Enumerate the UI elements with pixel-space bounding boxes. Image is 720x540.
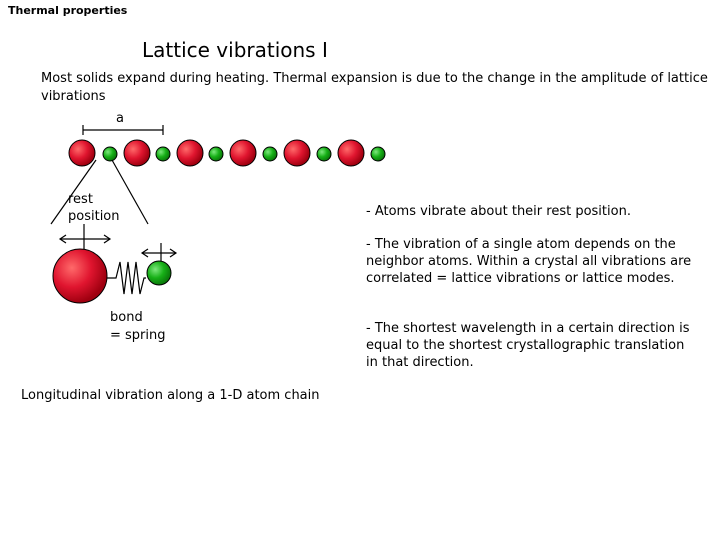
lattice-parameter-label: a — [116, 111, 124, 126]
small-atom — [103, 147, 117, 161]
spring-bond — [107, 262, 146, 294]
lattice-parameter-bracket — [83, 125, 163, 135]
small-atom — [317, 147, 331, 161]
small-atom — [156, 147, 170, 161]
atom-chain — [69, 140, 385, 166]
small-atom-vibration-arrow — [142, 243, 176, 263]
slide-title: Lattice vibrations I — [142, 38, 328, 62]
small-atom — [371, 147, 385, 161]
rest-position-label: rest position — [68, 192, 120, 224]
bond-spring-label: bond = spring — [110, 310, 166, 343]
large-atom — [69, 140, 95, 166]
large-atom — [284, 140, 310, 166]
bullet-shortest-wavelength: - The shortest wavelength in a certain direction is equal to the shortest crystallographic translation in that direction. — [366, 321, 690, 370]
large-atom — [338, 140, 364, 166]
bullet-correlated-vibrations: - The vibration of a single atom depends on the neighbor atoms. Within a crystal all vibrations are correlated = lattice vibrations or lattice modes. — [366, 237, 692, 286]
intro-text: Most solids expand during heating. Thermal expansion is due to the change in the amplitude of lattice vibrations — [41, 71, 708, 104]
section-label: Thermal properties — [8, 4, 128, 17]
large-atom — [177, 140, 203, 166]
small-atom-closeup — [147, 261, 171, 285]
large-atom-closeup — [53, 249, 107, 303]
large-atom — [230, 140, 256, 166]
small-atom — [209, 147, 223, 161]
large-atom — [124, 140, 150, 166]
diagram-caption: Longitudinal vibration along a 1-D atom chain — [21, 388, 320, 403]
small-atom — [263, 147, 277, 161]
bullet-rest-position: - Atoms vibrate about their rest position. — [366, 204, 631, 219]
